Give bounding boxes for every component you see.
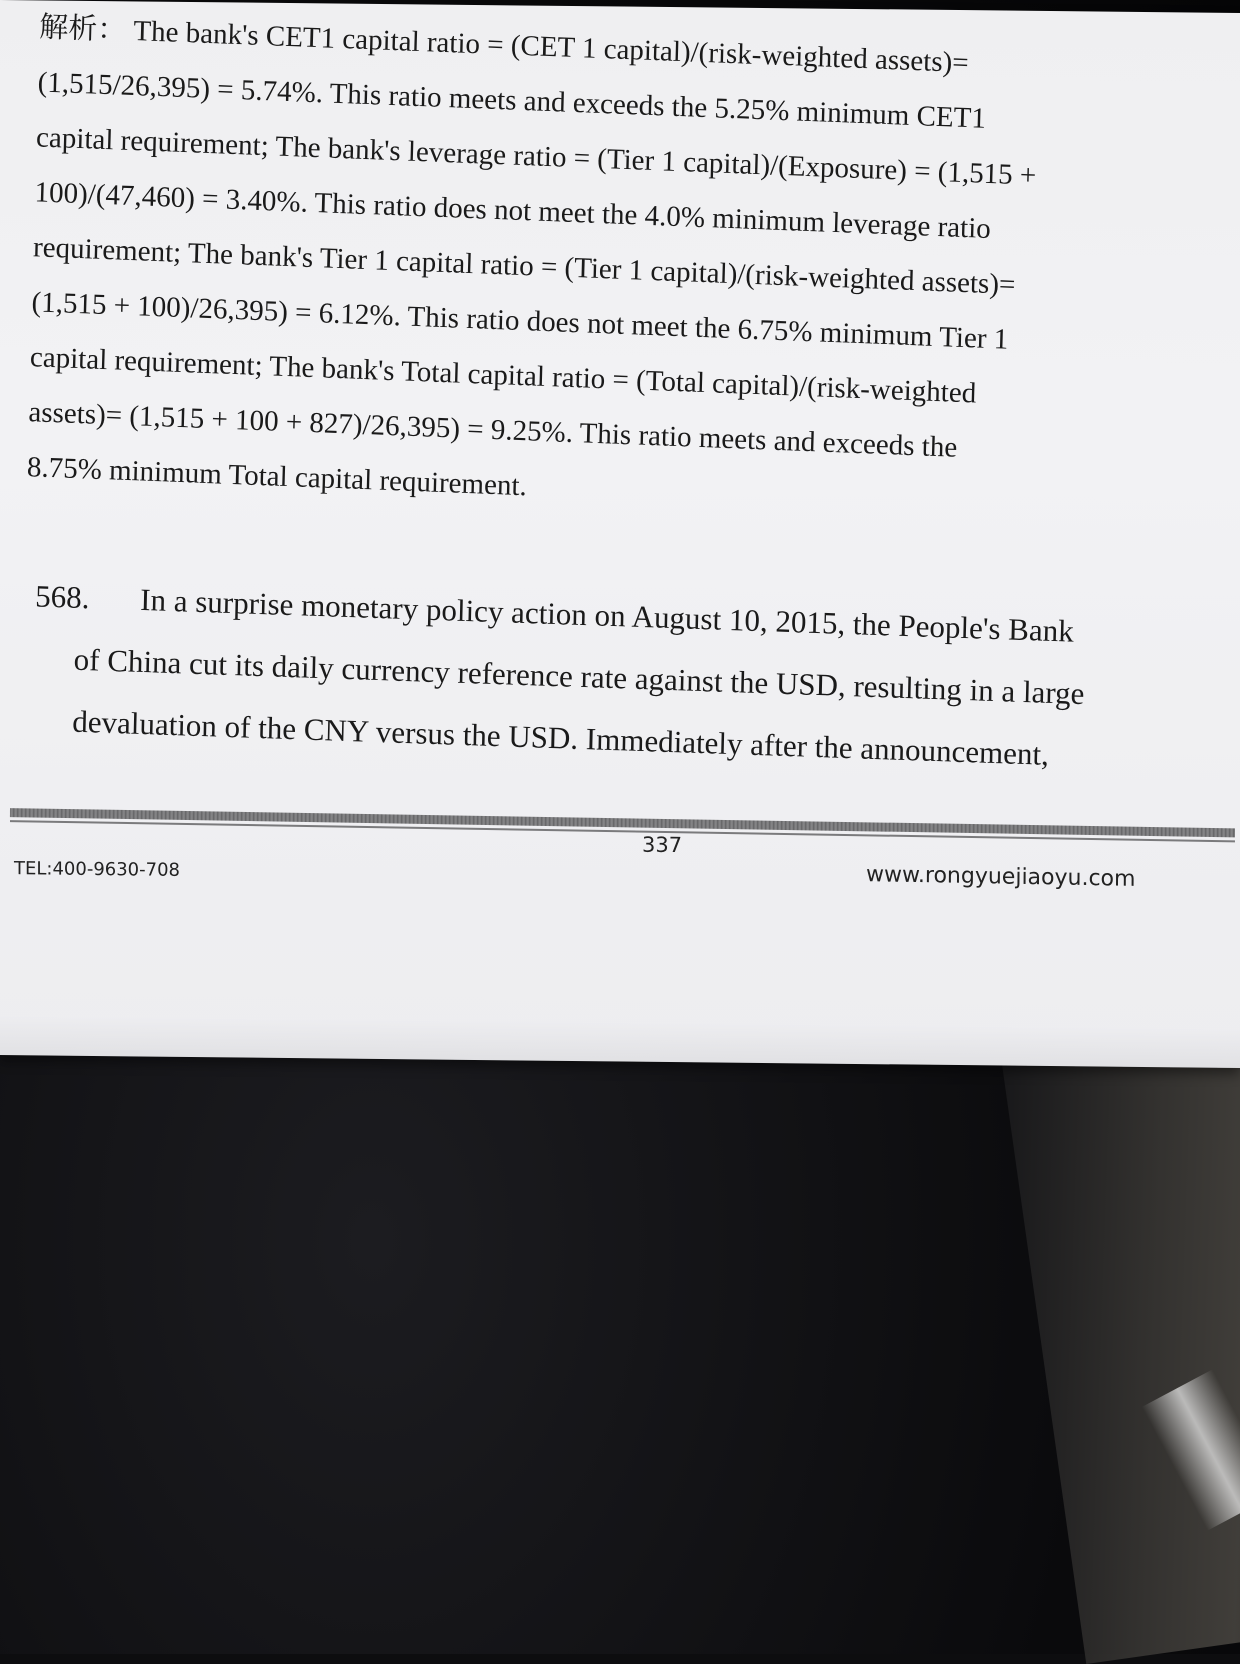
explanation-line: (1,515/26,395) = 5.74%. This ratio meets and exceeds the 5.25% minimum CET1: [37, 66, 987, 135]
page-number: 337: [642, 832, 683, 858]
question-text-line: of China cut its daily currency reference rate against the USD, resulting in a large: [73, 641, 1085, 712]
footer-website: www.rongyuejiaoyu.com: [865, 862, 1136, 892]
explanation-line: capital requirement; The bank's leverage ratio = (Tier 1 capital)/(Exposure) = (1,515 +: [35, 121, 1037, 192]
explanation-line: (1,515 + 100)/26,395) = 6.12%. This ratio does not meet the 6.75% minimum Tier 1: [31, 286, 1009, 356]
question-text-line: devaluation of the CNY versus the USD. Immediately after the announcement,: [71, 703, 1050, 772]
explanation-line: 解析： The bank's CET1 capital ratio = (CET 1 capital)/(risk-weighted assets)=: [38, 11, 970, 80]
explanation-line: capital requirement; The bank's Total capital ratio = (Total capital)/(risk-weighted: [29, 341, 977, 410]
explanation-paragraph: [26, 0, 1199, 539]
explanation-line: requirement; The bank's Tier 1 capital ratio = (Tier 1 capital)/(risk-weighted assets)=: [32, 231, 1016, 301]
question-text-line: In a surprise monetary policy action on August 10, 2015, the People's Bank: [139, 581, 1075, 649]
explanation-line: assets)= (1,515 + 100 + 827)/26,395) = 9.25%. This ratio meets and exceeds the: [28, 396, 958, 464]
question-number: 568.: [34, 578, 90, 616]
explanation-line: 100)/(47,460) = 3.40%. This ratio does not meet the 4.0% minimum leverage ratio: [34, 176, 992, 245]
footer-telephone: TEL:400-9630-708: [14, 858, 180, 881]
explanation-line: 8.75% minimum Total capital requirement.: [26, 451, 528, 503]
question-paragraph: [32, 565, 1216, 791]
